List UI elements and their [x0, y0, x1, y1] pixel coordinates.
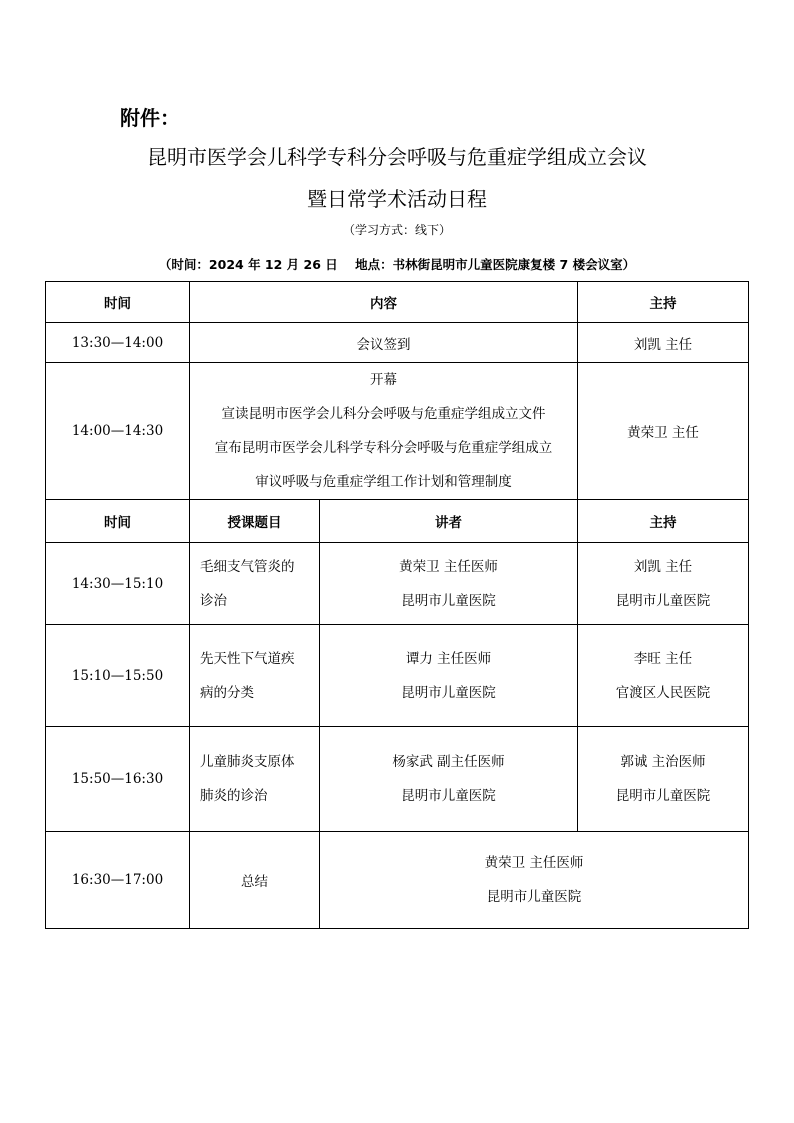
topic-line: 毛细支气管炎的: [200, 558, 295, 575]
schedule-table: [45, 281, 749, 929]
table-row: [46, 543, 749, 625]
host-line: 刘凯 主任: [633, 558, 693, 575]
header-topic: 授课题目: [190, 500, 320, 543]
content-line: 宣读昆明市医学会儿科分会呼吸与危重症学组成立文件: [221, 406, 546, 422]
header-speaker: 讲者: [320, 500, 578, 543]
lecture-host: [578, 543, 749, 625]
table-header-row: [46, 500, 749, 543]
table-row: [46, 363, 749, 500]
lecture-topic: [190, 625, 320, 727]
content-line: 宣布昆明市医学会儿科学专科分会呼吸与危重症学组成立: [214, 440, 553, 456]
speaker-line: 黄荣卫 主任医师: [399, 558, 498, 575]
lecture-time: 15:10—15:50: [46, 625, 190, 727]
host-line: 郭诚 主治医师: [620, 754, 706, 770]
lecture-topic: [190, 727, 320, 832]
table-row: [46, 323, 749, 363]
lecture-time: 15:50—16:30: [46, 727, 190, 832]
speaker-line: 昆明市儿童医院: [401, 788, 496, 804]
lecture-speaker: [320, 727, 578, 832]
speaker-line: 昆明市儿童医院: [401, 592, 496, 609]
summary-speaker: [320, 832, 749, 929]
row-time: 13:30—14:00: [46, 323, 190, 363]
topic-line: 诊治: [200, 592, 227, 609]
speaker-line: 黄荣卫 主任医师: [484, 855, 584, 871]
attachment-label: 附件：: [120, 106, 180, 130]
lecture-topic: [190, 543, 320, 625]
host-line: 昆明市儿童医院: [615, 592, 711, 609]
row-content: [190, 363, 578, 500]
page-title-line2: 暨日常学术活动日程: [307, 187, 487, 211]
table-row: [46, 727, 749, 832]
host-line: 李旺 主任: [633, 650, 693, 667]
row-host: 刘凯 主任: [578, 323, 749, 363]
summary-topic: 总结: [190, 832, 320, 929]
header-time: 时间: [46, 282, 190, 323]
speaker-line: 谭力 主任医师: [405, 650, 492, 667]
row-content: 会议签到: [190, 323, 578, 363]
host-line: 官渡区人民医院: [615, 684, 711, 701]
table-row: [46, 625, 749, 727]
speaker-line: 杨家武 副主任医师: [392, 754, 505, 770]
lecture-time: 14:30—15:10: [46, 543, 190, 625]
summary-time: 16:30—17:00: [46, 832, 190, 929]
header-time: 时间: [46, 500, 190, 543]
table-header-row: [46, 282, 749, 323]
speaker-line: 昆明市儿童医院: [486, 889, 582, 905]
lecture-host: [578, 625, 749, 727]
topic-line: 肺炎的诊治: [200, 788, 268, 804]
header-content: 内容: [190, 282, 578, 323]
lecture-speaker: [320, 543, 578, 625]
table-row: [46, 832, 749, 929]
topic-line: 病的分类: [200, 684, 254, 701]
lecture-speaker: [320, 625, 578, 727]
speaker-line: 昆明市儿童医院: [401, 684, 496, 701]
host-line: 昆明市儿童医院: [615, 788, 711, 804]
topic-line: 先天性下气道疾: [200, 650, 295, 667]
header-host: 主持: [578, 500, 749, 543]
time-location: （时间：2024 年 12 月 26 日 地点：书林街昆明市儿童医院康复楼 7 楼会议室）: [158, 257, 636, 272]
header-host: 主持: [578, 282, 749, 323]
lecture-host: [578, 727, 749, 832]
row-host: 黄荣卫 主任: [578, 363, 749, 500]
content-line: 开幕: [370, 372, 397, 388]
study-mode: （学习方式：线下）: [342, 223, 451, 237]
topic-line: 儿童肺炎支原体: [200, 754, 295, 770]
content-line: 审议呼吸与危重症学组工作计划和管理制度: [255, 474, 512, 490]
row-time: 14:00—14:30: [46, 363, 190, 500]
page-title-line1: 昆明市医学会儿科学专科分会呼吸与危重症学组成立会议: [147, 145, 647, 169]
